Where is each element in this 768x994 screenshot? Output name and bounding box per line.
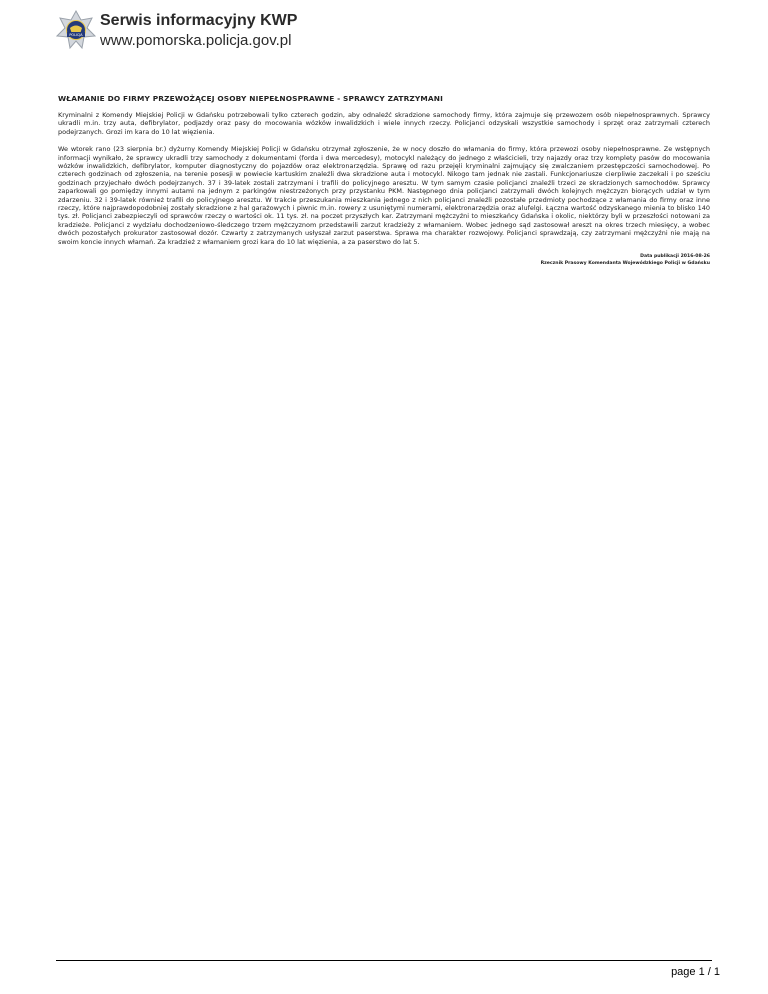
page-header	[56, 10, 656, 56]
publication-date: Data publikacji 2016-08-26	[640, 254, 710, 259]
site-url[interactable]: www.pomorska.policja.gov.pl	[100, 32, 292, 49]
article-title: WŁAMANIE DO FIRMY PRZEWOŻĄCEJ OSOBY NIEPEŁNOSPRAWNE - SPRAWCY ZATRZYMANI	[58, 94, 444, 103]
page-number: page 1 / 1	[671, 966, 720, 978]
article	[58, 94, 710, 255]
article-lead: Kryminalni z Komendy Miejskiej Policji w Gdańsku potrzebowali tylko czterech godzin, aby odnaleźć skradzione samochody firmy, która zajmuje się przewozem osób niepełnosprawnych. Sprawcy ukradli m.in. trzy auta, defibrylator, podjazdy oraz pasy do mocowania wózków inwalidzkich i wiele innych rzeczy. Policjanci odzyskali wszystkie samochody i sprzęt oraz zatrzymali czterech podejrzanych. Grozi im kara do 10 lat więzienia.	[58, 111, 710, 136]
site-title: Serwis informacyjny KWP	[100, 12, 298, 29]
author: Rzecznik Prasowy Komendanta Wojewódzkiego Policji w Gdańsku	[540, 260, 710, 266]
logo-text: POLICJA	[69, 33, 83, 37]
publication-meta	[541, 254, 710, 267]
police-star-badge-icon	[56, 10, 96, 52]
footer-divider	[56, 960, 712, 961]
article-body: We wtorek rano (23 sierpnia br.) dyżurny Komendy Miejskiej Policji w Gdańsku otrzymał zgłoszenie, że w nocy doszło do włamania do firmy, która przewozi osoby niepełnosprawne. Ze wstępnych informacji wynikało, że sprawcy ukradli trzy samochody z dokumentami (forda i dwa mercedesy), motocykl należący do jednego z właścicieli, trzy najazdy oraz trzy komplety pasów do mocowania wózków inwalidzkich, defibrylator, komputer diagnostyczny do pojazdów oraz elektronarzędzia. Sprawę od razu przejęli kryminalni zajmujący się zwalczaniem przestępczości samochodowej. Po czterech godzinach od zgłoszenia, na terenie posesji w powiecie kartuskim znaleźli dwa skradzione auta i motocykl. Nikogo tam jednak nie zastali. Funkcjonariusze cierpliwie zaczekali i po sześciu godzinach przyjechało dwóch podejrzanych. 37 i 39-latek zostali zatrzymani i trafili do policyjnego aresztu. W tym samym czasie policjanci znaleźli trzeci ze skradzionych samochodów. Sprawcy zaparkowali go pomiędzy innymi autami na jednym z parkingów niestrzeżonych przy przystanku PKM. Następnego dnia policjanci zatrzymali dwóch kolejnych mężczyzn biorących udział w tym zdarzeniu. 32 i 39-latek również trafili do policyjnego aresztu. W trakcie przeszukania mieszkania jednego z nich policjanci znaleźli pozostałe przedmioty pochodzące z włamania do firmy oraz inne rzeczy, które najprawdopodobniej zostały skradzione z hal garażowych i piwnic m.in. rowery z usuniętymi numerami, elektronarzędzia oraz alufelgi. Łączna wartość odzyskanego mienia to blisko 140 tys. zł. Policjanci zabezpieczyli od sprawców rzeczy o wartości ok. 11 tys. zł. na poczet przyszłych kar. Zatrzymani mężczyźni to mieszkańcy Gdańska i okolic, niektórzy byli w przeszłości notowani za kradzieże. Policjanci z wydziału dochodzeniowo-śledczego trzem mężczyznom przedstawili zarzut kradzieży z włamaniem. Wobec jednego sąd zastosował areszt na okres trzech miesięcy, a wobec dwóch pozostałych prokurator zastosował dozór. Czwarty z zatrzymanych usłyszał zarzut paserstwa. Sprawa ma charakter rozwojowy. Policjanci sprawdzają, czy zatrzymani mężczyźni nie mają na swoim koncie innych włamań. Za kradzież z włamaniem grozi kara do 10 lat więzienia, a za paserstwo do lat 5.	[58, 145, 710, 246]
